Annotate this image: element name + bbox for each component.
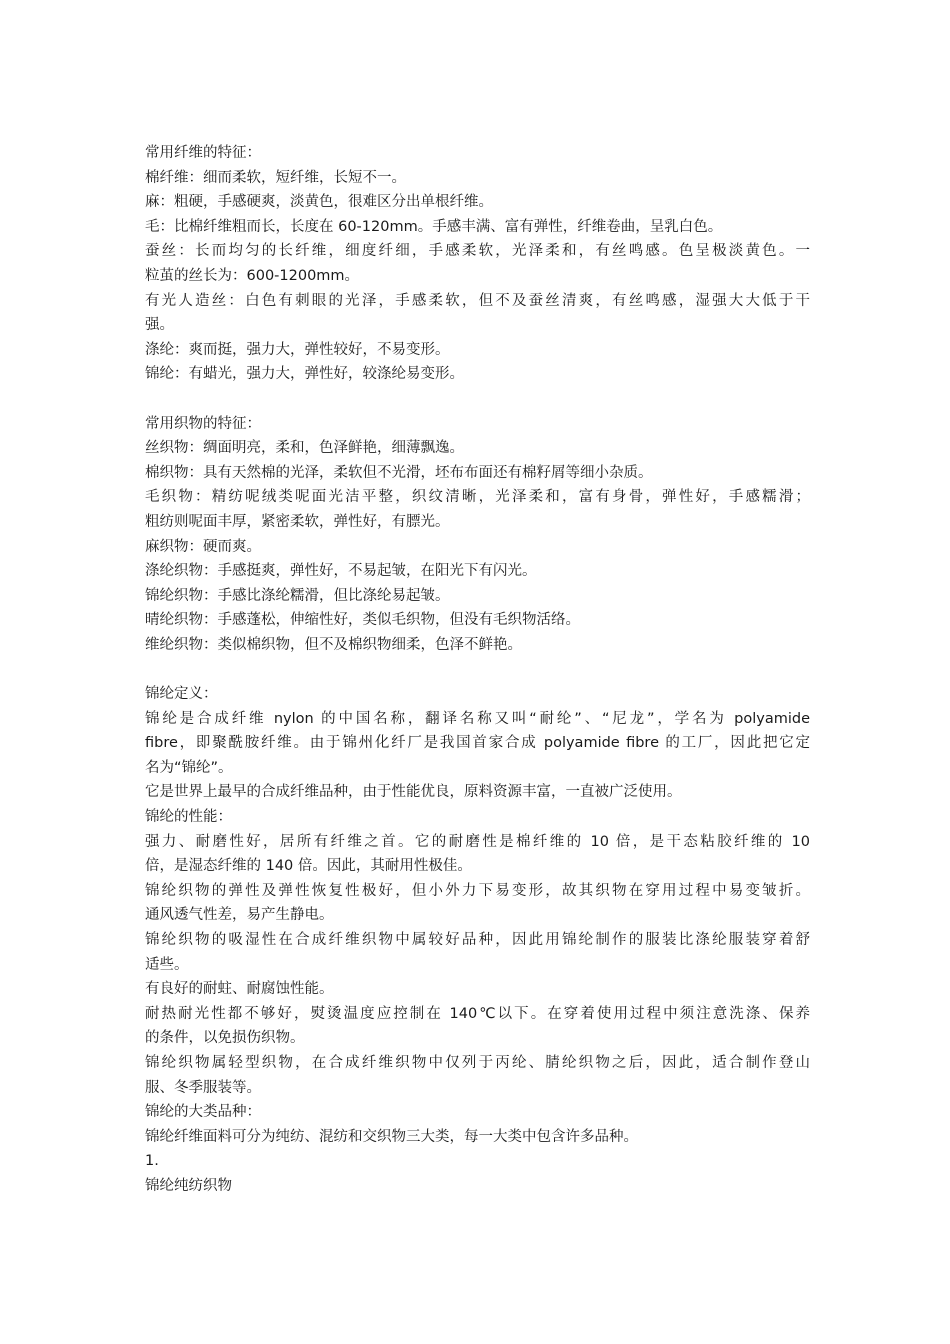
fabric-silk: 丝织物：绸面明亮，柔和，色泽鲜艳，细薄飘逸。 xyxy=(145,440,464,457)
nylon-earliest: 它是世界上最早的合成纤维品种，由于性能优良，原料资源丰富，一直被广泛使用。 xyxy=(145,784,682,801)
nylon-perf-2-line-2: 通风透气性差，易产生静电。 xyxy=(145,907,334,924)
nylon-definition-line-3: 名为“锦纶”。 xyxy=(145,759,233,776)
fabric-nylon: 锦纶织物：手感比涤纶糯滑，但比涤纶易起皱。 xyxy=(145,587,450,604)
fiber-silk-line-2: 粒茧的丝长为：600-1200mm。 xyxy=(145,267,360,284)
fiber-wool: 毛：比棉纤维粗而长，长度在 60-120mm。手感丰满、富有弹性，纤维卷曲，呈乳白色。 xyxy=(145,218,723,235)
document-page xyxy=(145,141,810,1199)
fiber-rayon-line-2: 强。 xyxy=(145,317,174,334)
list-item-label: 锦纶纯纺织物 xyxy=(145,1177,232,1194)
nylon-perf-5-line-2: 的条件，以免损伤织物。 xyxy=(145,1030,305,1047)
nylon-perf-6-line-1: 锦纶织物属轻型织物，在合成纤维织物中仅列于丙纶、腈纶织物之后，因此，适合制作登山 xyxy=(145,1054,810,1071)
section-title-nylon-definition: 锦纶定义： xyxy=(145,686,218,703)
nylon-perf-3-line-1: 锦纶织物的吸湿性在合成纤维织物中属较好品种，因此用锦纶制作的服装比涤纶服装穿着舒 xyxy=(145,932,810,948)
fabric-wool-line-2: 粗纺则呢面丰厚，紧密柔软，弹性好，有膘光。 xyxy=(145,513,450,530)
nylon-perf-5-line-1: 耐热耐光性都不够好，熨烫温度应控制在 140℃以下。在穿着使用过程中须注意洗涤、保养 xyxy=(145,1005,810,1022)
nylon-categories-title: 锦纶的大类品种： xyxy=(145,1104,261,1121)
blank-line xyxy=(145,387,810,412)
fabric-hemp: 麻织物：硬而爽。 xyxy=(145,538,261,555)
nylon-perf-2-line-1: 锦纶织物的弹性及弹性恢复性极好，但小外力下易变形，故其织物在穿用过程中易变皱折。 xyxy=(145,882,810,899)
nylon-perf-4: 有良好的耐蛀、耐腐蚀性能。 xyxy=(145,981,334,998)
fabric-polyester: 涤纶织物：手感挺爽，弹性好，不易起皱，在阳光下有闪光。 xyxy=(145,563,537,580)
fiber-polyester: 涤纶：爽而挺，强力大，弹性较好，不易变形。 xyxy=(145,341,450,358)
fiber-nylon: 锦纶：有蜡光，强力大，弹性好，较涤纶易变形。 xyxy=(145,366,464,383)
section-title-fabrics: 常用织物的特征： xyxy=(145,415,261,432)
fabric-wool-line-1: 毛织物：精纺呢绒类呢面光洁平整，织纹清晰，光泽柔和，富有身骨，弹性好，手感糯滑； xyxy=(145,489,810,506)
nylon-performance-title: 锦纶的性能： xyxy=(145,809,232,826)
nylon-definition-line-2: fibre，即聚酰胺纤维。由于锦州化纤厂是我国首家合成 polyamide fibre 的工厂，因此把它定 xyxy=(145,735,810,752)
nylon-perf-6-line-2: 服、冬季服装等。 xyxy=(145,1079,261,1096)
blank-line xyxy=(145,657,810,682)
nylon-categories-text: 锦纶纤维面料可分为纯纺、混纺和交织物三大类，每一大类中包含许多品种。 xyxy=(145,1128,638,1145)
nylon-perf-1-line-2: 倍，是湿态纤维的 140 倍。因此，其耐用性极佳。 xyxy=(145,858,472,875)
section-title-fibers: 常用纤维的特征： xyxy=(145,145,261,161)
fiber-rayon-line-1: 有光人造丝：白色有刺眼的光泽，手感柔软，但不及蚕丝清爽，有丝鸣感，湿强大大低于干 xyxy=(145,292,810,309)
nylon-perf-1-line-1: 强力、耐磨性好，居所有纤维之首。它的耐磨性是棉纤维的 10 倍，是干态粘胶纤维的 10 xyxy=(145,833,810,850)
fabric-acrylic: 晴纶织物：手感蓬松，伸缩性好，类似毛织物，但没有毛织物活络。 xyxy=(145,612,580,629)
nylon-perf-3-line-2: 适些。 xyxy=(145,956,189,973)
fiber-hemp: 麻：粗硬，手感硬爽，淡黄色，很难区分出单根纤维。 xyxy=(145,194,493,211)
fiber-silk-line-1: 蚕丝：长而均匀的长纤维，细度纤细，手感柔软，光泽柔和，有丝鸣感。色呈极淡黄色。一 xyxy=(145,243,810,260)
fabric-vinylon: 维纶织物：类似棉织物，但不及棉织物细柔，色泽不鲜艳。 xyxy=(145,636,522,653)
fiber-cotton: 棉纤维：细而柔软，短纤维，长短不一。 xyxy=(145,169,406,186)
fabric-cotton: 棉织物：具有天然棉的光泽，柔软但不光滑，坯布布面还有棉籽屑等细小杂质。 xyxy=(145,464,653,481)
list-item-number: 1. xyxy=(145,1153,159,1170)
nylon-definition-line-1: 锦纶是合成纤维 nylon 的中国名称，翻译名称又叫“耐纶”、“尼龙”，学名为 polyamide xyxy=(145,710,810,727)
